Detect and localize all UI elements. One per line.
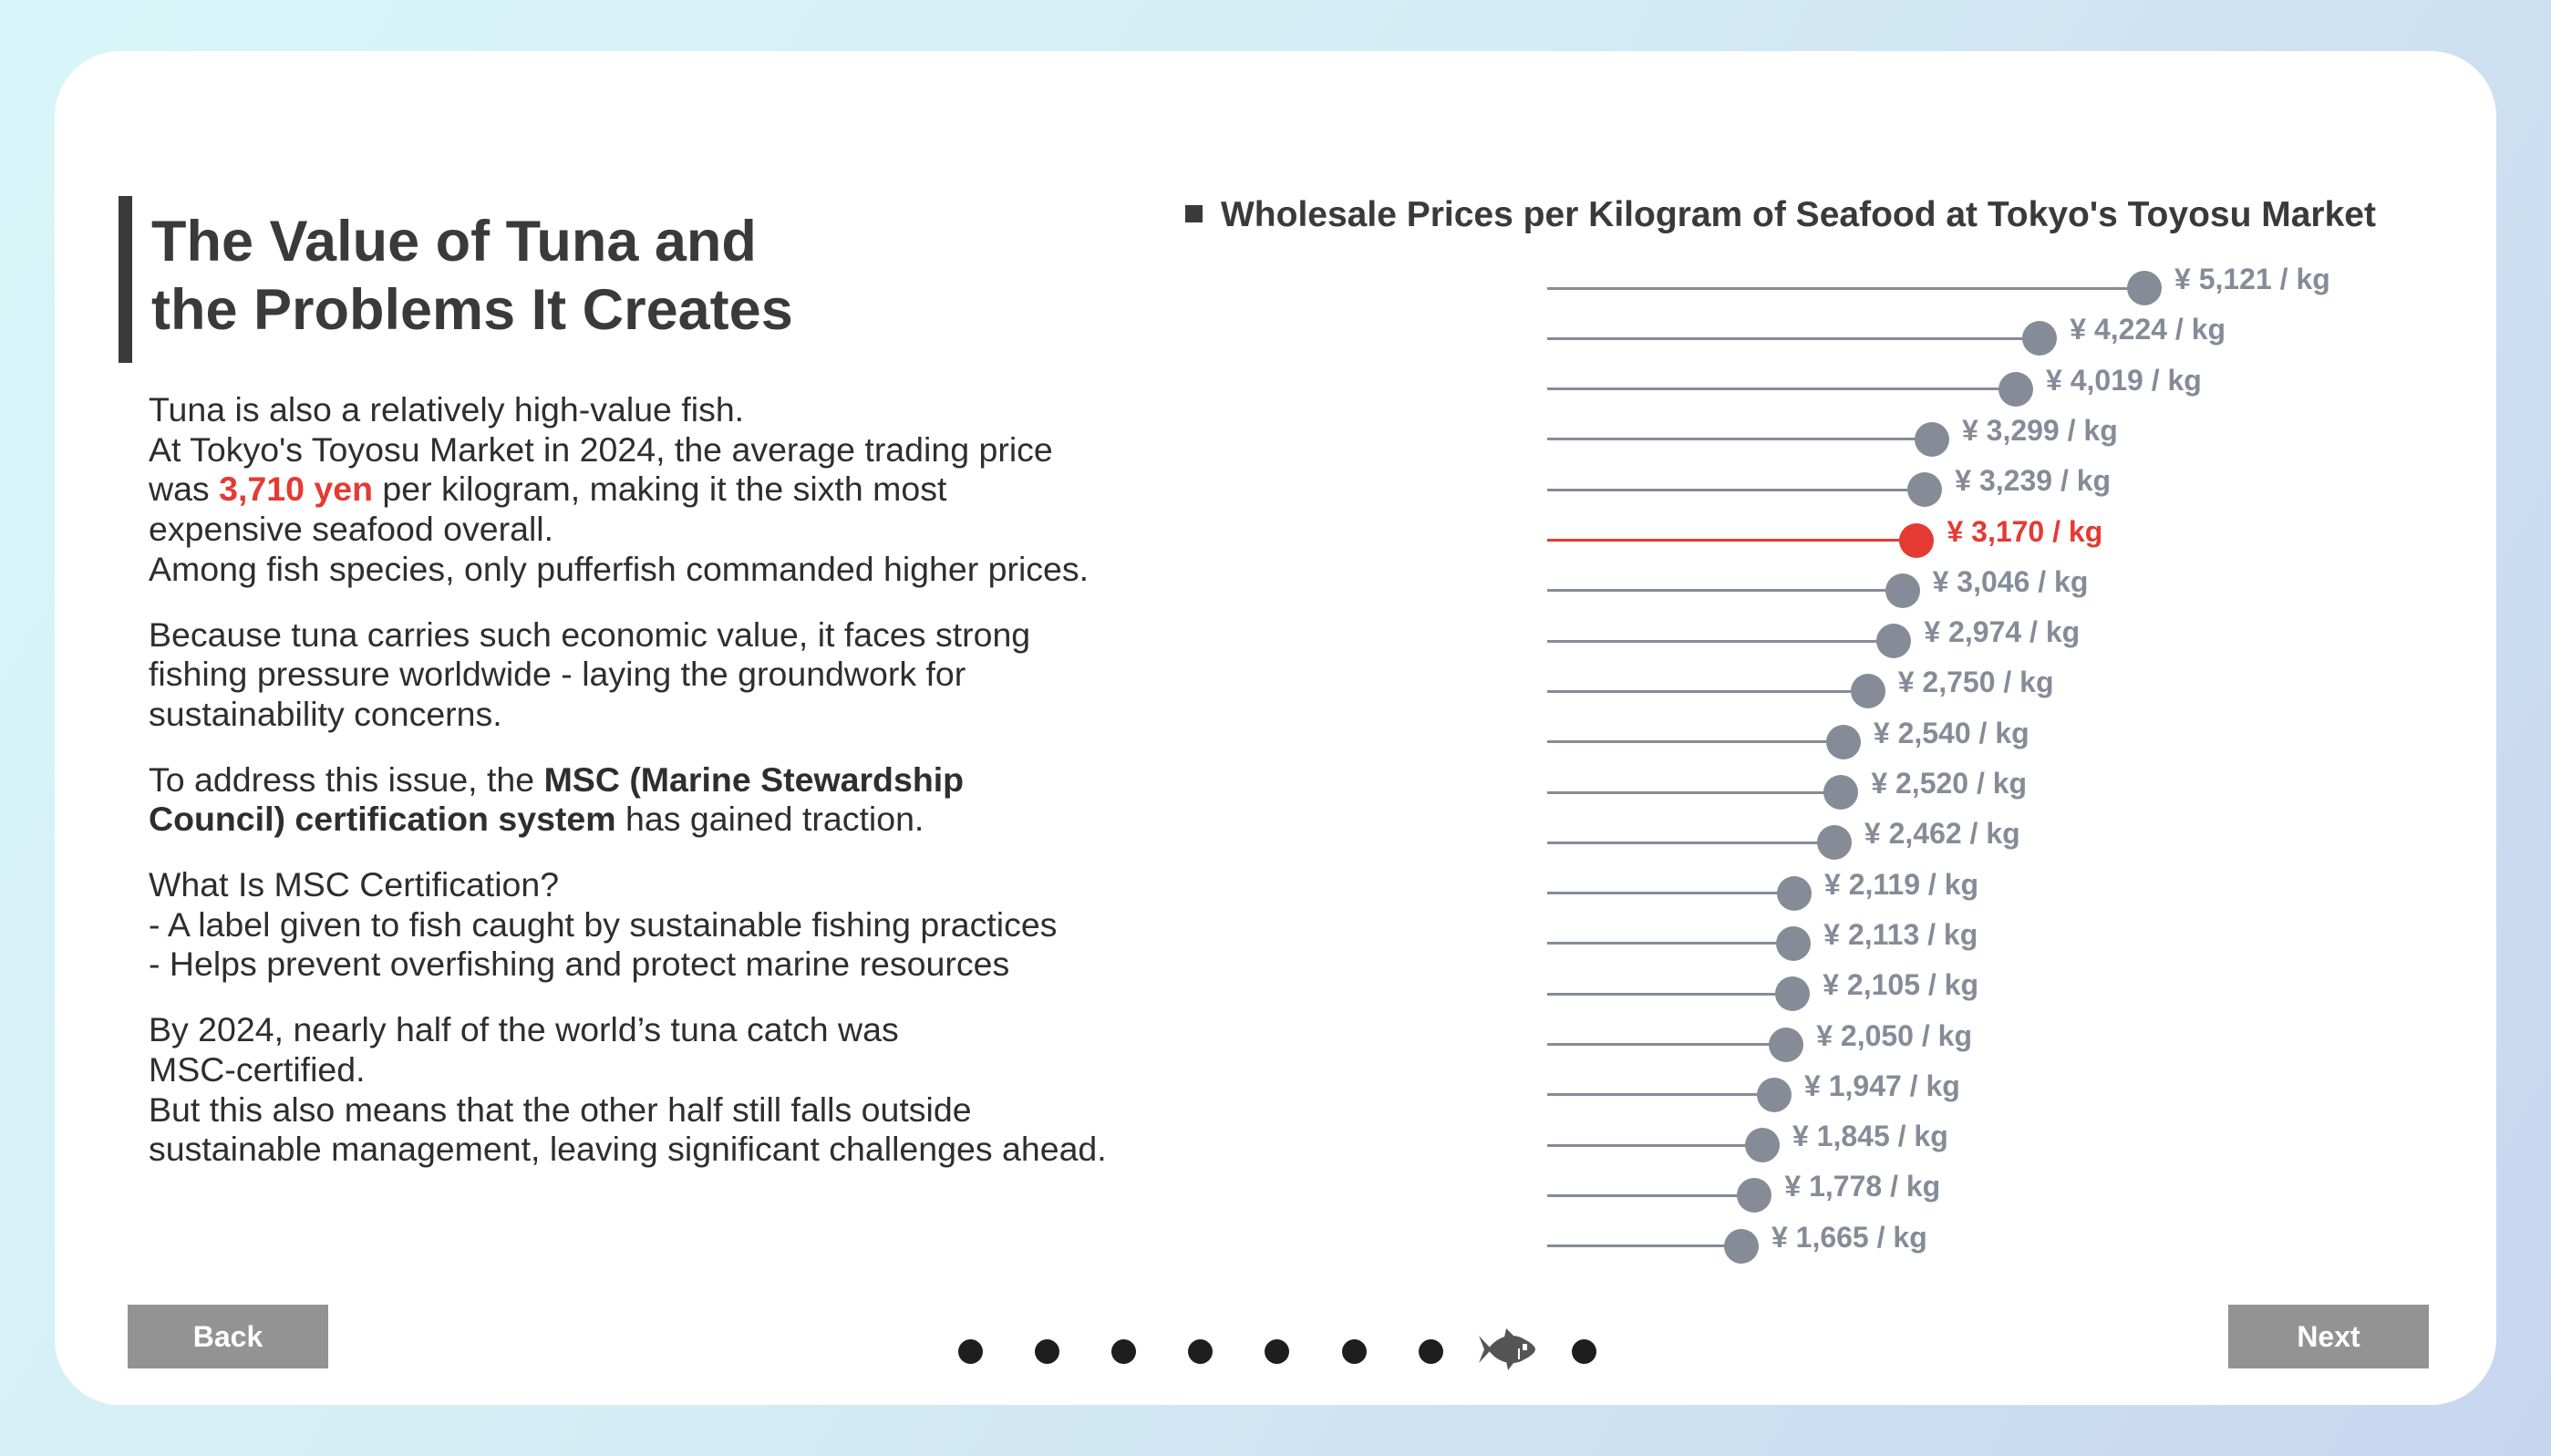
- price-highlight: 3,710 yen: [219, 470, 373, 509]
- text-line: [149, 800, 1152, 840]
- paragraph-msc-status: [149, 1010, 1152, 1170]
- page-dot[interactable]: [1111, 1339, 1136, 1364]
- text-line: sustainability concerns.: [149, 694, 502, 733]
- lollipop-stem: [1547, 942, 1793, 945]
- value-label: ¥ 2,113 / kg: [1823, 917, 1978, 951]
- value-label: ¥ 4,224 / kg: [2070, 313, 2226, 346]
- page-dot[interactable]: [1342, 1339, 1367, 1364]
- square-bullet-icon: [1185, 205, 1203, 222]
- text-line: Among fish species, only pufferfish commanded higher prices.: [149, 549, 1090, 588]
- text-line: [149, 470, 1152, 510]
- page-dot[interactable]: [1188, 1339, 1213, 1364]
- lollipop-dot: [1826, 725, 1861, 759]
- lollipop-stem: [1547, 791, 1841, 794]
- value-label: ¥ 3,170 / kg: [1947, 514, 2103, 548]
- slide-title: [151, 208, 793, 345]
- paragraph-msc-intro: [149, 760, 1152, 840]
- lollipop-stem: [1547, 387, 2016, 390]
- lollipop-dot: [1769, 1027, 1803, 1062]
- text-fragment: has gained traction.: [615, 800, 924, 839]
- lollipop-dot: [1899, 523, 1934, 558]
- lollipop-stem: [1547, 539, 1916, 542]
- lollipop-dot: [1777, 876, 1812, 911]
- text-line: By 2024, nearly half of the world’s tuna catch was: [149, 1010, 899, 1049]
- value-label: ¥ 2,974 / kg: [1924, 615, 2081, 649]
- value-label: ¥ 2,462 / kg: [1864, 817, 2020, 851]
- text-line: Because tuna carries such economic value, it faces strong: [149, 614, 1031, 654]
- text-line: But this also means that the other half still falls outside: [149, 1089, 972, 1129]
- value-label: ¥ 2,105 / kg: [1823, 968, 1979, 1002]
- text-fragment: per kilogram, making it the sixth most: [373, 470, 947, 509]
- text-line: [149, 760, 1152, 800]
- page-dot[interactable]: [1419, 1339, 1443, 1364]
- value-label: ¥ 2,119 / kg: [1824, 867, 1979, 901]
- lollipop-stem: [1547, 1093, 1774, 1096]
- lollipop-dot: [1776, 926, 1811, 961]
- value-label: ¥ 2,750 / kg: [1897, 666, 2054, 699]
- value-label: ¥ 3,239 / kg: [1955, 464, 2112, 498]
- value-label: ¥ 1,665 / kg: [1771, 1220, 1927, 1254]
- bullet-line: - A label given to fish caught by sustainable fishing practices: [149, 904, 1058, 944]
- value-label: ¥ 1,947 / kg: [1804, 1069, 1960, 1102]
- lollipop-stem: [1547, 489, 1925, 491]
- chart-title-text: Wholesale Prices per Kilogram of Seafood at Tokyo's Toyosu Market: [1221, 195, 2376, 234]
- lollipop-stem: [1547, 993, 1792, 996]
- bullet-line: - Helps prevent overfishing and protect marine resources: [149, 945, 1010, 984]
- lollipop-stem: [1547, 690, 1868, 693]
- lollipop-dot: [1724, 1229, 1759, 1264]
- text-line: fishing pressure worldwide - laying the groundwork for: [149, 655, 966, 694]
- text-fragment: was: [149, 470, 220, 509]
- text-line: What Is MSC Certification?: [149, 865, 560, 904]
- paragraph-tuna-value: [149, 390, 1152, 590]
- value-label: ¥ 4,019 / kg: [2046, 363, 2202, 397]
- value-label: ¥ 2,050 / kg: [1816, 1018, 1972, 1052]
- lollipop-stem: [1547, 1244, 1741, 1247]
- lollipop-dot: [1998, 372, 2033, 407]
- next-button[interactable]: Next: [2228, 1305, 2429, 1368]
- paragraph-msc-definition: [149, 865, 1152, 985]
- text-fragment: To address this issue, the: [149, 759, 544, 799]
- lollipop-stem: [1547, 287, 2144, 290]
- page-dot[interactable]: [958, 1339, 983, 1364]
- chart-title: [1185, 195, 2376, 235]
- slide-title-line-1: The Value of Tuna and: [151, 210, 757, 274]
- value-label: ¥ 3,299 / kg: [1961, 413, 2118, 447]
- lollipop-dot: [1757, 1078, 1792, 1112]
- lollipop-stem: [1547, 1144, 1762, 1147]
- lollipop-stem: [1547, 892, 1794, 894]
- value-label: ¥ 2,540 / kg: [1873, 716, 2029, 749]
- lollipop-stem: [1547, 438, 1932, 440]
- value-label: ¥ 3,046 / kg: [1932, 564, 2089, 598]
- text-line: MSC-certified.: [149, 1049, 366, 1089]
- bold-text: Council) certification system: [149, 800, 616, 839]
- text-line: Tuna is also a relatively high-value fish.: [149, 390, 745, 429]
- lollipop-dot: [1915, 422, 1949, 457]
- lollipop-stem: [1547, 589, 1903, 592]
- text-line: expensive seafood overall.: [149, 510, 554, 549]
- value-label: ¥ 1,778 / kg: [1784, 1170, 1941, 1203]
- lollipop-stem: [1547, 740, 1844, 743]
- lollipop-dot: [1745, 1128, 1780, 1162]
- paragraph-fishing-pressure: [149, 615, 1152, 735]
- text-line: At Tokyo's Toyosu Market in 2024, the average trading price: [149, 429, 1053, 469]
- lollipop-dot: [1885, 573, 1920, 608]
- value-label: ¥ 1,845 / kg: [1792, 1120, 1948, 1153]
- value-label: ¥ 2,520 / kg: [1871, 767, 2028, 800]
- lollipop-dot: [2127, 271, 2162, 305]
- lollipop-stem: [1547, 337, 2040, 340]
- lollipop-dot: [1817, 825, 1852, 860]
- title-accent-bar: [119, 196, 132, 363]
- lollipop-stem: [1547, 1043, 1786, 1046]
- lollipop-dot: [1851, 674, 1885, 708]
- bold-text: MSC (Marine Stewardship: [543, 759, 965, 799]
- text-line: sustainable management, leaving significant challenges ahead.: [149, 1130, 1107, 1169]
- lollipop-stem: [1547, 640, 1894, 643]
- slide-title-line-2: the Problems It Creates: [151, 278, 793, 342]
- value-label: ¥ 5,121 / kg: [2174, 263, 2330, 295]
- page-dot[interactable]: [1035, 1339, 1059, 1364]
- lollipop-stem: [1547, 842, 1834, 844]
- slide-body: [149, 390, 1152, 1195]
- fish-icon[interactable]: [1477, 1327, 1537, 1372]
- lollipop-stem: [1547, 1194, 1754, 1197]
- back-button[interactable]: Back: [128, 1305, 328, 1368]
- page-dot[interactable]: [1572, 1339, 1596, 1364]
